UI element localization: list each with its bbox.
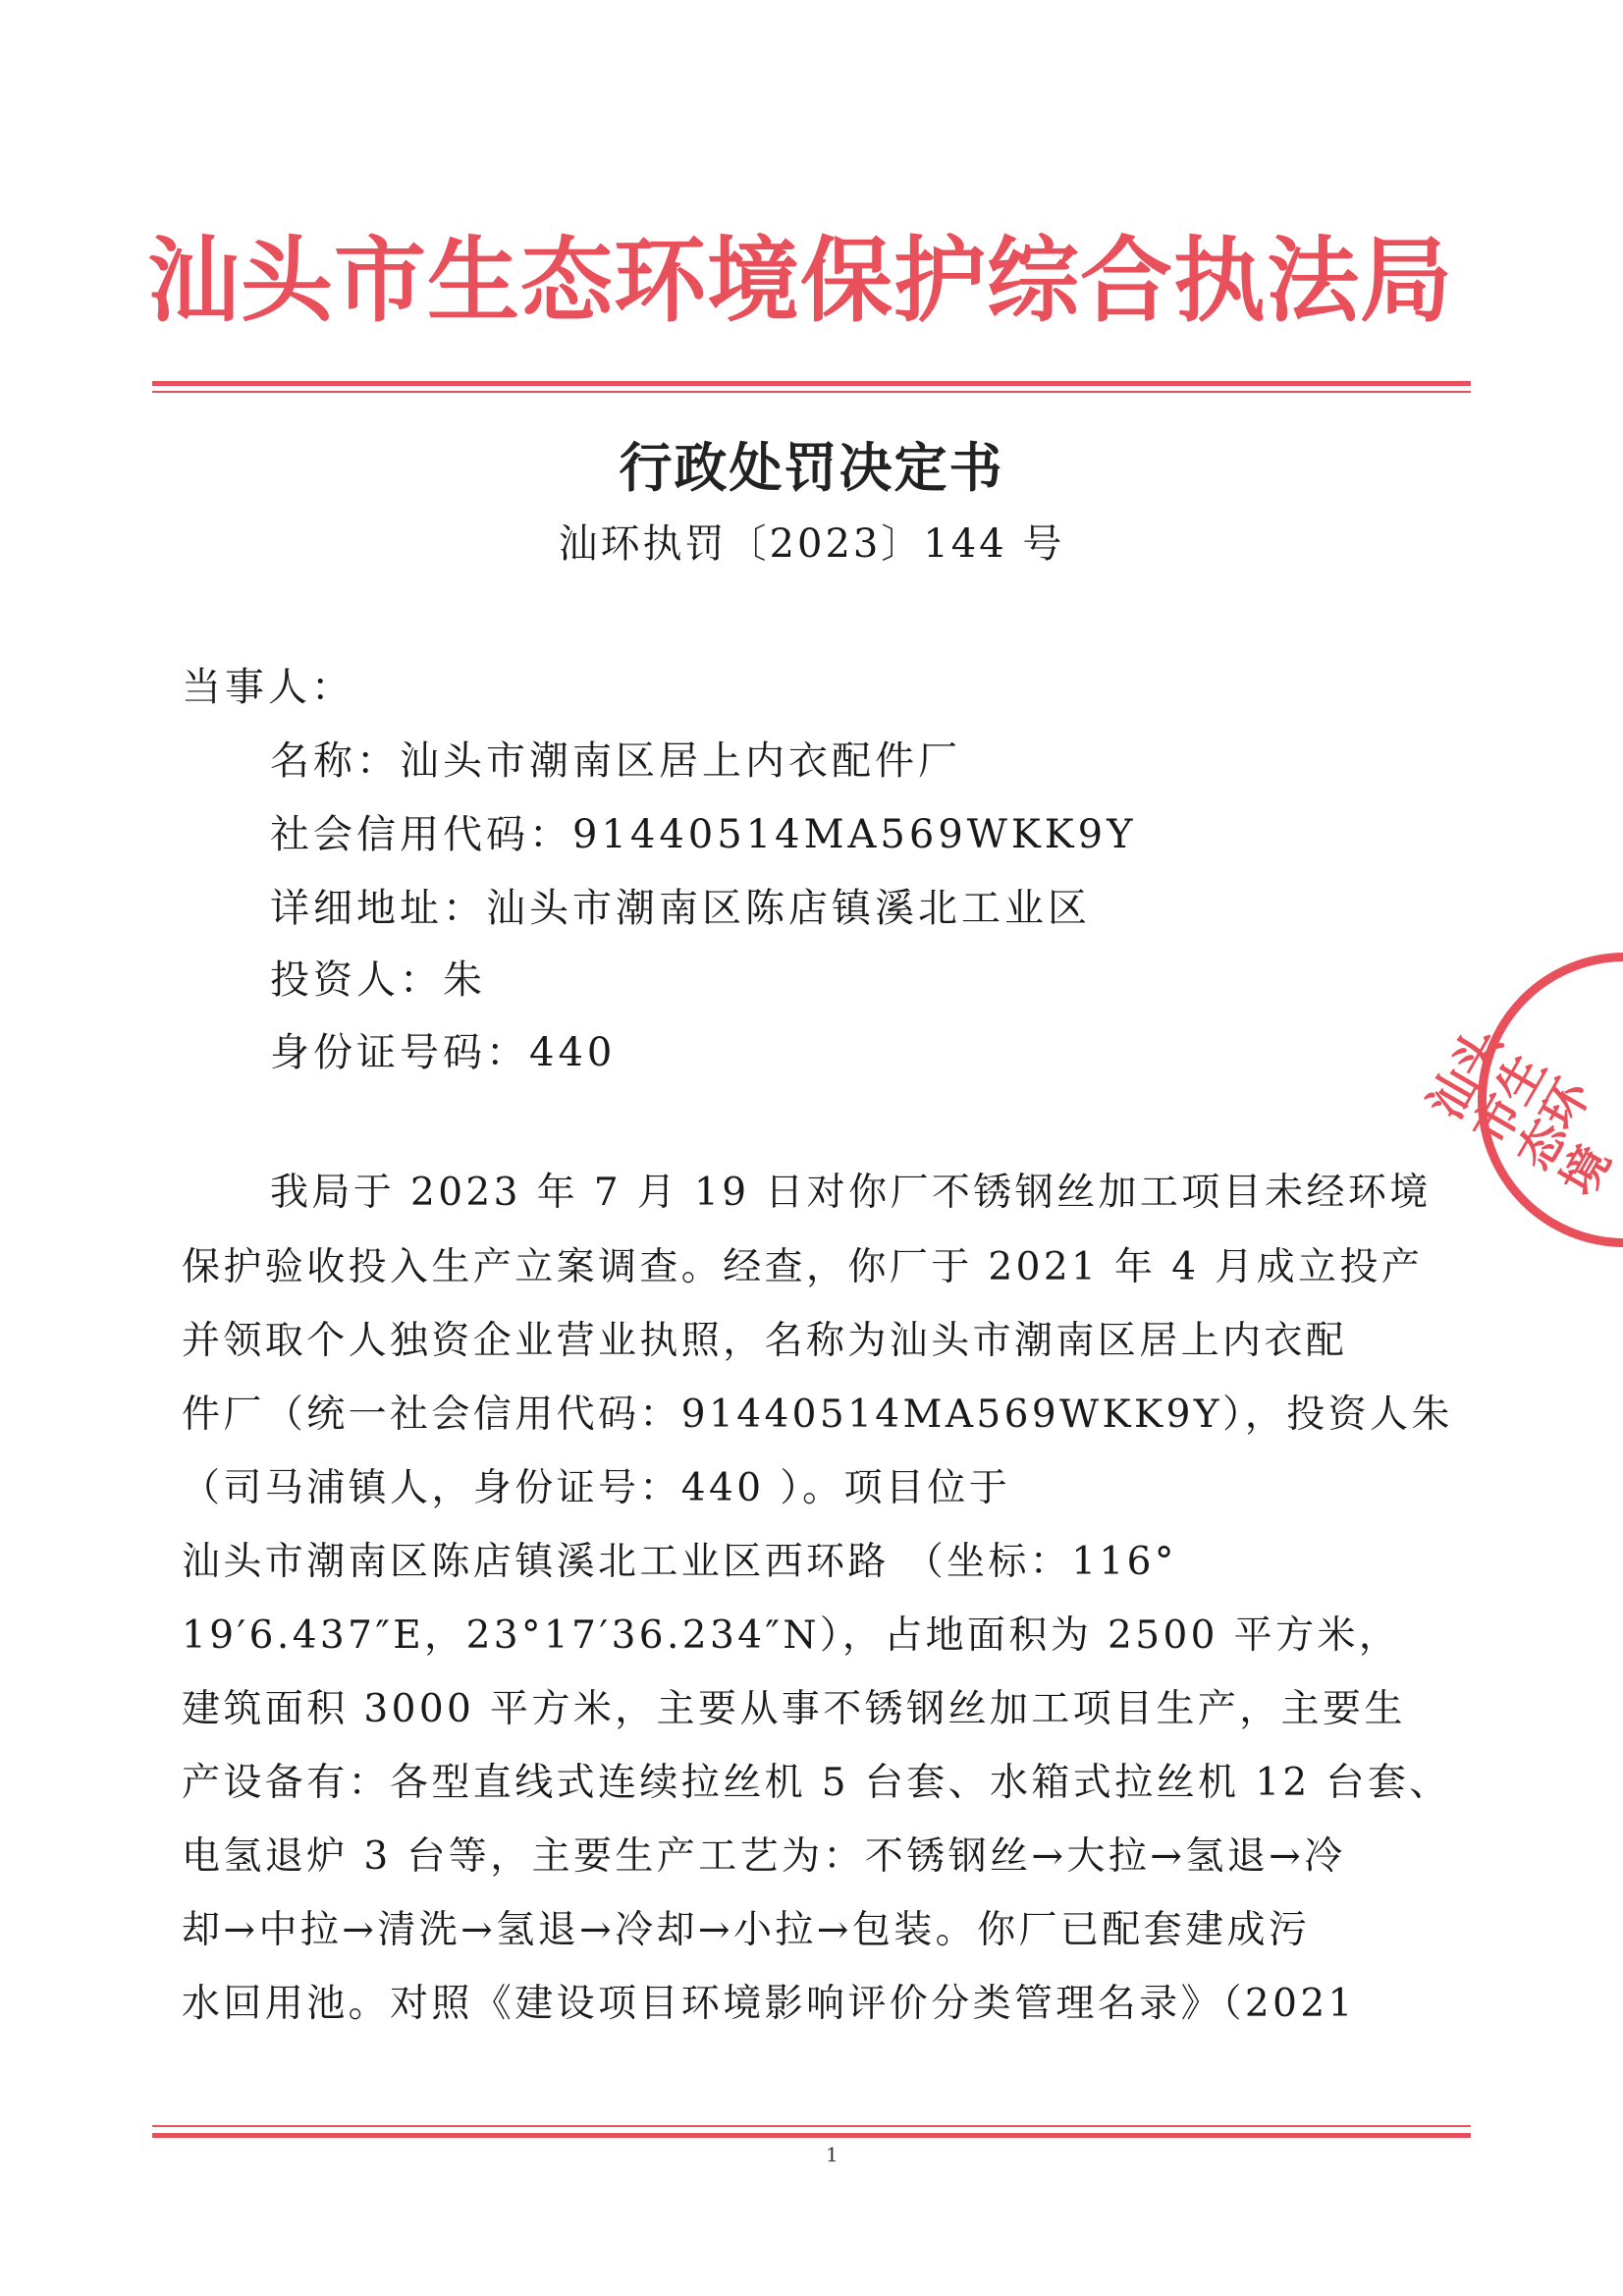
document-number: 汕环执罚〔2023〕144 号 bbox=[558, 521, 1065, 567]
body-line: 建筑面积 3000 平方米，主要从事不锈钢丝加工项目生产，主要生 bbox=[182, 1687, 1406, 1731]
party-id-number: 身份证号码：440 bbox=[270, 1030, 617, 1075]
body-line: 并领取个人独资企业营业执照，名称为汕头市潮南区居上内衣配 bbox=[182, 1319, 1348, 1363]
body-line: （司马浦镇人，身份证号：440 ）。项目位于 bbox=[182, 1466, 1011, 1510]
document-title: 行政处罚决定书 bbox=[619, 437, 1004, 499]
party-label: 当事人： bbox=[182, 665, 354, 710]
body-line: 汕头市潮南区陈店镇溪北工业区西环路 （坐标：116° bbox=[182, 1540, 1177, 1584]
party-credit-code: 社会信用代码：91440514MA569WKK9Y bbox=[270, 812, 1137, 857]
header-red-rule-thin bbox=[152, 391, 1471, 393]
body-line: 件厂（统一社会信用代码：91440514MA569WKK9Y），投资人朱 bbox=[182, 1393, 1453, 1437]
body-line: 产设备有：各型直线式连续拉丝机 5 台套、水箱式拉丝机 12 台套、 bbox=[182, 1761, 1451, 1805]
body-line: 保护验收投入生产立案调查。经查，你厂于 2021 年 4 月成立投产 bbox=[182, 1245, 1424, 1289]
body-line: 电氢退炉 3 台等，主要生产工艺为：不锈钢丝→大拉→氢退→冷 bbox=[182, 1834, 1346, 1879]
party-address: 详细地址：汕头市潮南区陈店镇溪北工业区 bbox=[270, 886, 1091, 931]
party-name: 名称：汕头市潮南区居上内衣配件厂 bbox=[270, 738, 961, 784]
page-number: 1 bbox=[826, 2143, 839, 2166]
body-line: 却→中拉→清洗→氢退→冷却→小拉→包装。你厂已配套建成污 bbox=[182, 1908, 1311, 1952]
party-investor: 投资人：朱 bbox=[270, 957, 486, 1003]
body-line: 19′6.437″E，23°17′36.234″N），占地面积为 2500 平方米， bbox=[182, 1613, 1401, 1658]
footer-red-rule-thin bbox=[152, 2125, 1471, 2127]
agency-title: 汕头市生态环境保护综合执法局 bbox=[147, 228, 1454, 335]
seal-text: 汕头市生态环境 bbox=[1418, 1018, 1622, 1205]
body-line: 我局于 2023 年 7 月 19 日对你厂不锈钢丝加工项目未经环境 bbox=[270, 1171, 1432, 1215]
body-line: 水回用池。对照《建设项目环境影响评价分类管理名录》（2021 bbox=[182, 1982, 1356, 2026]
header-red-rule bbox=[152, 381, 1471, 386]
footer-red-rule bbox=[152, 2133, 1471, 2138]
